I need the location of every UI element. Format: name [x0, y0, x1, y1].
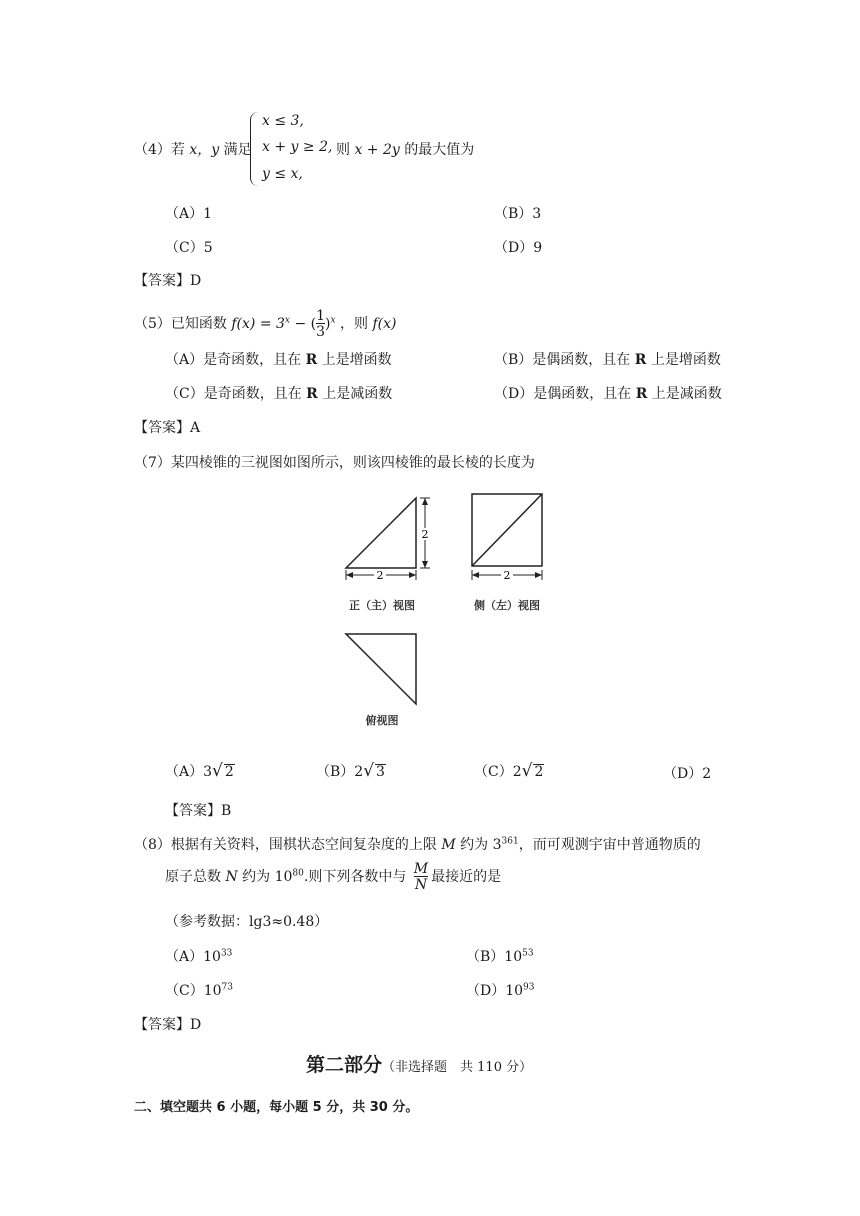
q8-option-b: $(B)10^{53}$	[466, 948, 534, 965]
sqrt-icon: √	[521, 761, 533, 781]
top-view-caption: 俯视图	[365, 714, 399, 727]
q8-fraction: $\frac{M}{N}$	[413, 861, 429, 893]
q4-option-d: （D）9	[494, 240, 543, 256]
front-view-caption: 正（主）视图	[349, 599, 415, 612]
q4-vars: x，y	[189, 142, 220, 158]
front-width-label: 2	[376, 569, 384, 582]
q4-question: （4）若 x，y 满足	[134, 142, 252, 158]
q7-option-a: （A）3√ 2	[165, 761, 234, 781]
q4-condition-2: x + y ≥ 2,	[262, 139, 333, 155]
q8-line-2: 原子总数 N 约为 $10^{80}$.则下列各数中与 $\frac{M}{N}$ 最接近的是	[165, 861, 502, 893]
q5-option-d: （D）是偶函数，且在 R 上是减函数	[494, 386, 722, 402]
three-view-figure	[330, 488, 560, 738]
arrow-right-icon	[535, 572, 542, 578]
part-two-note: （非选择题 共 110 分）	[382, 1060, 533, 1075]
part-two-heading	[306, 1050, 532, 1077]
q8-option-d: $(D)10^{93}$	[466, 982, 535, 999]
side-view-caption: 侧（左）视图	[474, 599, 540, 612]
q7-option-c: （C）2√ 2	[474, 761, 544, 781]
arrow-left-icon	[346, 572, 353, 578]
q8-option-a: $(A)10^{33}$	[165, 948, 233, 965]
q4-tail: 则 x + 2y 的最大值为	[336, 142, 475, 158]
q8-line-1: （8）根据有关资料，围棋状态空间复杂度的上限 M 约为 $3^{361}$，而可观测宇宙中普通物质的	[134, 836, 701, 853]
q7-question: （7）某四棱锥的三视图如图所示，则该四棱锥的最长棱的长度为	[134, 455, 535, 471]
arrow-right-icon	[409, 572, 416, 578]
arrow-down-icon	[422, 561, 428, 568]
q5-option-b: （B）是偶函数，且在 R 上是增函数	[494, 352, 721, 368]
top-view-triangle	[346, 634, 416, 704]
q4-option-a: （A）1	[165, 206, 213, 222]
q4-condition-1: x ≤ 3,	[262, 113, 304, 129]
q5-fraction: $\frac{1}{3}$	[316, 308, 326, 340]
sqrt-icon: √	[212, 761, 223, 781]
q5-answer: 【答案】A	[134, 420, 201, 436]
q5-question: （5）已知函数 $f(x) = 3^x$ − ( $\frac{1}{3}$ )$^x$ ，则 f(x)	[134, 308, 397, 340]
arrow-up-icon	[422, 498, 428, 505]
part-two-title: 第二部分	[306, 1054, 383, 1076]
q4-option-c: （C）5	[165, 240, 213, 256]
side-width-label: 2	[503, 569, 511, 582]
side-view-diagonal	[472, 494, 542, 566]
q4-answer: 【答案】D	[134, 273, 202, 289]
q8-option-c: $(C)10^{73}$	[165, 982, 233, 999]
q4-option-b: （B）3	[494, 206, 542, 222]
q4-brace	[250, 112, 259, 186]
q5-option-c: （C）是奇函数，且在 R 上是减函数	[165, 386, 393, 402]
section-heading: 二、填空题共 6 小题，每小题 5 分，共 30 分。	[134, 1100, 419, 1115]
front-view-triangle	[346, 498, 416, 568]
q4-condition-3: y ≤ x,	[262, 166, 303, 182]
q7-answer: 【答案】B	[165, 803, 232, 819]
q8-reference: （参考数据：lg3≈0.48）	[165, 914, 329, 930]
arrow-left-icon	[472, 572, 479, 578]
q8-answer: 【答案】D	[134, 1017, 202, 1033]
q7-option-d: （D）2	[663, 766, 712, 782]
front-height-label: 2	[421, 528, 429, 541]
sqrt-icon: √	[363, 761, 375, 781]
q5-option-a: （A）是奇函数，且在 R 上是增函数	[165, 352, 392, 368]
q7-option-b: （B）2√ 3	[316, 761, 385, 781]
